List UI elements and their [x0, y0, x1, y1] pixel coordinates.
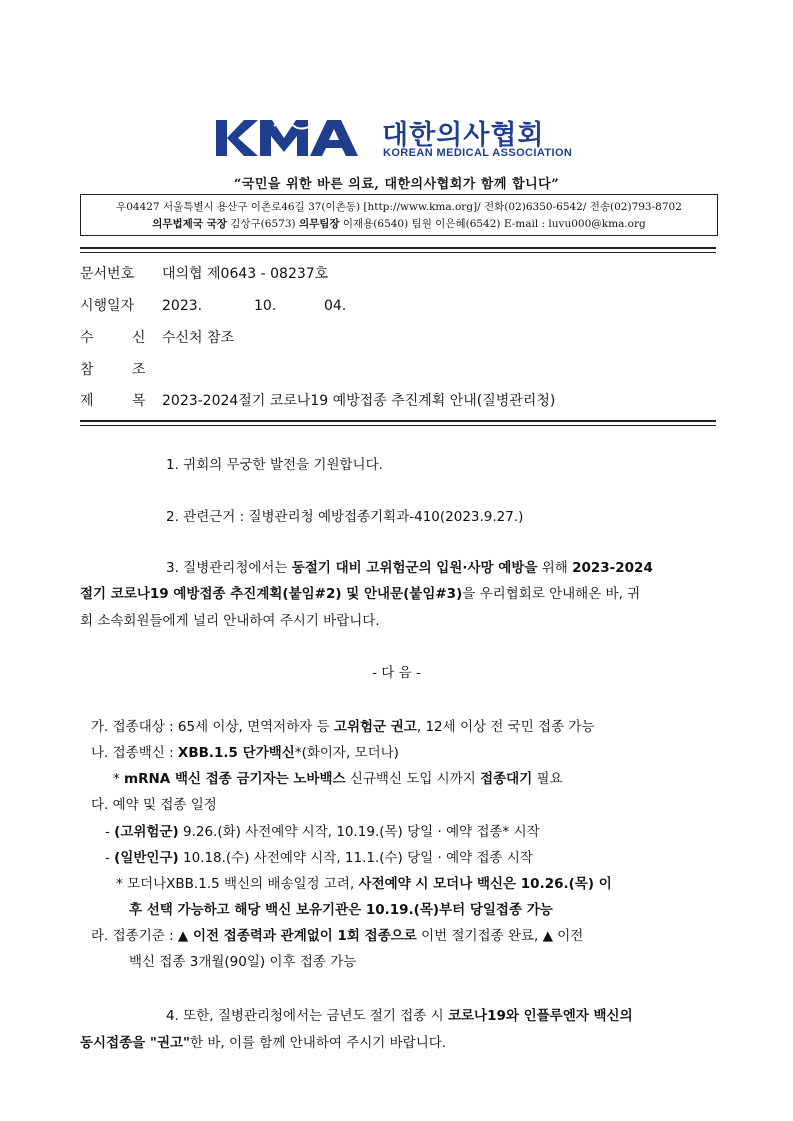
- item-da-note: * 모더나XBB.1.5 백신의 배송일정 고려, 사전예약 시 모더나 백신은 10.26.(목) 이: [116, 876, 612, 892]
- date-day: 04.: [324, 298, 347, 314]
- doc-number-row: [80, 263, 328, 283]
- item-da-2: - (일반인구) 10.18.(수) 사전예약 시작, 11.1.(수) 당일 · 예약 접종 시작: [105, 850, 533, 866]
- item-ga: 가. 접종대상 : 65세 이상, 면역저하자 등 고위험군 권고, 12세 이상 전 국민 접종 가능: [91, 719, 595, 735]
- contact-line: [80, 216, 718, 231]
- dept-label: 의무법제국 국장: [152, 218, 227, 230]
- team-label: 의무팀장: [298, 218, 340, 230]
- dept-person: 김상구(6573): [230, 218, 296, 230]
- org-name-en: KOREAN MEDICAL ASSOCIATION: [383, 147, 573, 159]
- item-da-1: - (고위험군) 9.26.(화) 사전예약 시작, 10.19.(목) 당일 · 예약 접종* 시작: [105, 824, 540, 840]
- item-na: 나. 접종백신 : XBB.1.5 단가백신*(화이자, 모더나): [91, 745, 399, 761]
- emphasis-prevention: 동절기 대비 고위험군의 입원·사망 예방을: [291, 560, 538, 576]
- paragraph-2: 2. 관련근거 : 질병관리청 예방접종기획과-410(2023.9.27.): [166, 509, 524, 525]
- date-label: 시행일자: [80, 298, 135, 314]
- subject-row: [80, 390, 555, 410]
- item-da: 다. 예약 및 접종 일정: [91, 797, 217, 813]
- item-ra-line-2: 백신 접종 3개월(90일) 이후 접종 가능: [129, 954, 357, 970]
- address-line: 우04427 서울특별시 용산구 이촌로46길 37(이촌동) [http://www.kma.org]/ 전화(02)6350-6542/ 전송(02)793-8702: [116, 201, 682, 213]
- paragraph-3-line-1: 3. 질병관리청에서는 동절기 대비 고위험군의 입원·사망 예방을 위해 2023-2024: [166, 560, 653, 576]
- paragraph-1: 1. 귀회의 무궁한 발전을 기원합니다.: [166, 457, 383, 473]
- date-year: 2023.: [162, 298, 203, 314]
- paragraph-4-line-2: 동시접종을 "권고"한 바, 이를 함께 안내하여 주시기 바랍니다.: [80, 1035, 447, 1051]
- org-name-ko: 대한의사협회: [382, 120, 545, 151]
- doc-number: 대의협 제0643 - 08237호: [162, 266, 329, 282]
- paragraph-3-line-2: 절기 코로나19 예방접종 추진계획(붙임#2) 및 안내문(붙임#3)을 우리협회로 안내해온 바, 귀: [80, 586, 641, 602]
- subject-label: 제 목: [80, 393, 146, 409]
- team-person: 이재용(6540): [342, 218, 409, 230]
- recipient-row: [80, 327, 234, 347]
- staff-contact: 팀원 이은혜(6542) E-mail : luvu000@kma.org: [411, 218, 646, 230]
- kma-logo-mark: [214, 116, 379, 160]
- recipient: 수신처 참조: [162, 330, 235, 346]
- item-na-note: * mRNA 백신 접종 금기자는 노바백스 신규백신 도입 시까지 접종대기 필요: [113, 771, 563, 787]
- slogan: “국민을 위한 바른 의료, 대한의사협회가 함께 합니다”: [233, 177, 560, 192]
- paragraph-3-line-3: 회 소속회원들에게 널리 안내하여 주시기 바랍니다.: [80, 613, 380, 629]
- doc-number-label: 문서번호: [80, 266, 135, 282]
- item-ra: 라. 접종기준 : ▲ 이전 접종력과 관계없이 1회 접종으로 이번 절기접종 완료, ▲ 이전: [91, 928, 584, 944]
- item-da-note-line-2: 후 선택 가능하고 해당 백신 보유기관은 10.19.(목)부터 당일접종 가능: [129, 902, 553, 918]
- emphasis-plan: 절기 코로나19 예방접종 추진계획(붙임#2) 및 안내문(붙임#3): [80, 586, 463, 602]
- emphasis-season: 2023-2024: [572, 560, 653, 576]
- reference-row: [80, 359, 162, 379]
- date-row: [80, 295, 346, 315]
- paragraph-4-line-1: 4. 또한, 질병관리청에서는 금년도 절기 접종 시 코로나19와 인플루엔자 백신의: [166, 1008, 633, 1024]
- reference-label: 참 조: [80, 362, 146, 378]
- subject: 2023-2024절기 코로나19 예방접종 추진계획 안내(질병관리청): [162, 393, 556, 409]
- date-month: 10.: [254, 298, 277, 314]
- recipient-label: 수 신: [80, 330, 146, 346]
- divider-text: - 다 음 -: [372, 665, 421, 681]
- header-top-rule: [80, 247, 716, 253]
- header-bottom-rule: [80, 420, 716, 426]
